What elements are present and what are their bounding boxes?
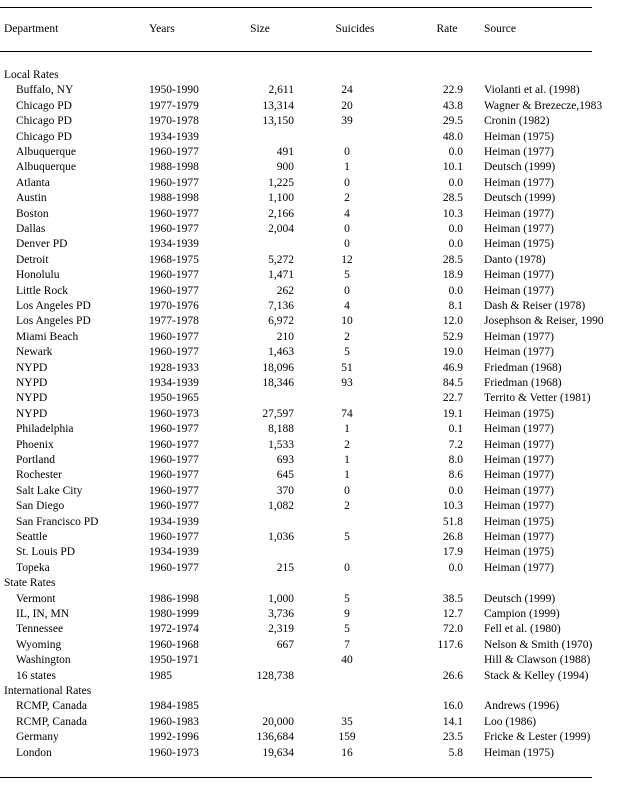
cell-years: 1992-1996 bbox=[149, 731, 199, 744]
cell-department: Philadelphia bbox=[16, 423, 74, 436]
cell-suicides: 1 bbox=[344, 161, 350, 174]
cell-rate: 16.0 bbox=[442, 700, 463, 713]
table-bottom-rule bbox=[0, 777, 592, 778]
table-row bbox=[0, 176, 641, 191]
cell-suicides: 0 bbox=[344, 146, 350, 158]
cell-source: Danto (1978) bbox=[484, 253, 546, 266]
table-row bbox=[0, 622, 641, 637]
table-row bbox=[0, 99, 641, 114]
cell-department: 16 states bbox=[16, 669, 56, 682]
table-row bbox=[0, 284, 641, 299]
cell-suicides: 4 bbox=[344, 300, 350, 312]
cell-source: Deutsch (1999) bbox=[484, 592, 556, 605]
table-row bbox=[0, 607, 641, 622]
cell-size: 128,738 bbox=[256, 669, 294, 682]
cell-source: Wagner & Brezecze,1983 bbox=[484, 99, 603, 112]
cell-suicides: 5 bbox=[344, 592, 350, 605]
cell-source: Heiman (1975) bbox=[484, 546, 554, 559]
cell-rate: 117.6 bbox=[437, 638, 463, 651]
cell-department: Vermont bbox=[16, 592, 56, 605]
cell-size: 1,000 bbox=[268, 592, 294, 605]
cell-department: NYPD bbox=[16, 377, 48, 389]
cell-department: Honolulu bbox=[16, 269, 60, 282]
cell-size: 8,188 bbox=[268, 423, 294, 436]
cell-years: 1960-1977 bbox=[149, 500, 199, 513]
cell-source: Friedman (1968) bbox=[484, 361, 562, 374]
cell-suicides: 1 bbox=[344, 454, 350, 466]
table-row bbox=[0, 114, 641, 129]
cell-years: 1960-1977 bbox=[149, 207, 199, 220]
cell-rate: 8.0 bbox=[448, 454, 463, 466]
table-row bbox=[0, 145, 641, 160]
cell-source: Fricke & Lester (1999) bbox=[484, 731, 591, 744]
cell-suicides: 24 bbox=[341, 84, 353, 97]
cell-years: 1934-1939 bbox=[149, 546, 199, 559]
cell-rate: 10.1 bbox=[442, 161, 463, 174]
cell-department: St. Louis PD bbox=[16, 546, 76, 559]
cell-rate: 51.8 bbox=[442, 515, 463, 528]
cell-rate: 0.1 bbox=[448, 423, 463, 436]
cell-suicides: 0 bbox=[344, 176, 350, 189]
cell-years: 1970-1976 bbox=[149, 300, 199, 312]
cell-department: Chicago PD bbox=[16, 99, 72, 112]
cell-source: Cronin (1982) bbox=[484, 115, 550, 128]
cell-rate: 14.1 bbox=[442, 715, 463, 728]
cell-department: San Francisco PD bbox=[16, 515, 99, 528]
cell-source: Heiman (1977) bbox=[484, 207, 554, 220]
header-suicides: Suicides bbox=[335, 23, 375, 35]
cell-department: Buffalo, NY bbox=[16, 84, 74, 97]
table-row bbox=[0, 669, 641, 684]
cell-years: 1968-1975 bbox=[149, 253, 199, 266]
table-row bbox=[0, 268, 641, 283]
cell-years: 1970-1978 bbox=[149, 115, 199, 128]
cell-rate: 72.0 bbox=[442, 623, 463, 636]
cell-size: 18,346 bbox=[262, 377, 294, 389]
section-heading bbox=[0, 684, 641, 699]
cell-source: Heiman (1975) bbox=[484, 746, 554, 759]
table-row bbox=[0, 592, 641, 607]
cell-suicides: 2 bbox=[344, 438, 350, 451]
cell-size: 1,036 bbox=[268, 531, 294, 543]
cell-suicides: 5 bbox=[344, 623, 350, 636]
cell-size: 215 bbox=[276, 561, 294, 574]
cell-size: 693 bbox=[276, 454, 294, 466]
cell-years: 1960-1968 bbox=[149, 638, 199, 651]
cell-size: 136,684 bbox=[256, 731, 294, 744]
cell-suicides: 1 bbox=[344, 469, 350, 482]
cell-source: Heiman (1977) bbox=[484, 561, 554, 574]
cell-years: 1934-1939 bbox=[149, 130, 199, 143]
cell-suicides: 0 bbox=[344, 284, 350, 297]
table-row bbox=[0, 207, 641, 222]
table-top-rule bbox=[0, 7, 592, 8]
cell-suicides: 9 bbox=[344, 608, 350, 620]
cell-department: Albuquerque bbox=[16, 161, 77, 174]
cell-department: Seattle bbox=[16, 531, 48, 543]
cell-size: 262 bbox=[276, 284, 294, 297]
cell-rate: 43.8 bbox=[442, 99, 463, 112]
cell-size: 18,096 bbox=[262, 361, 294, 374]
cell-rate: 0.0 bbox=[448, 146, 463, 158]
table-row bbox=[0, 468, 641, 483]
cell-rate: 8.1 bbox=[448, 300, 463, 312]
cell-department: Boston bbox=[16, 207, 49, 220]
cell-years: 1960-1977 bbox=[149, 146, 199, 158]
section-title: State Rates bbox=[4, 577, 56, 590]
cell-department: London bbox=[16, 746, 52, 759]
table-row bbox=[0, 191, 641, 206]
cell-department: Dallas bbox=[16, 223, 46, 235]
cell-source: Heiman (1977) bbox=[484, 500, 554, 513]
cell-years: 1934-1939 bbox=[149, 377, 199, 389]
table-row bbox=[0, 376, 641, 391]
cell-years: 1960-1977 bbox=[149, 330, 199, 343]
cell-years: 1988-1998 bbox=[149, 192, 199, 205]
cell-rate: 38.5 bbox=[442, 592, 463, 605]
cell-department: Miami Beach bbox=[16, 330, 79, 343]
cell-department: Wyoming bbox=[16, 638, 62, 651]
cell-years: 1934-1939 bbox=[149, 515, 199, 528]
cell-source: Heiman (1977) bbox=[484, 146, 554, 158]
table-row bbox=[0, 530, 641, 545]
cell-suicides: 10 bbox=[341, 315, 353, 328]
cell-rate: 17.9 bbox=[442, 546, 463, 559]
cell-suicides: 39 bbox=[341, 115, 353, 128]
cell-rate: 0.0 bbox=[448, 284, 463, 297]
cell-years: 1960-1977 bbox=[149, 223, 199, 235]
cell-source: Stack & Kelley (1994) bbox=[484, 669, 589, 682]
cell-suicides: 35 bbox=[341, 715, 353, 728]
cell-size: 13,150 bbox=[262, 115, 294, 128]
table-row bbox=[0, 545, 641, 560]
cell-size: 1,100 bbox=[268, 192, 294, 205]
table-header-row bbox=[0, 22, 641, 37]
cell-size: 6,972 bbox=[268, 315, 294, 328]
cell-suicides: 0 bbox=[344, 561, 350, 574]
cell-size: 5,272 bbox=[268, 253, 294, 266]
cell-years: 1960-1973 bbox=[149, 407, 199, 420]
cell-rate: 0.0 bbox=[448, 561, 463, 574]
table-row bbox=[0, 237, 641, 252]
cell-source: Violanti et al. (1998) bbox=[484, 84, 580, 97]
cell-rate: 12.0 bbox=[442, 315, 463, 328]
cell-suicides: 20 bbox=[341, 99, 353, 112]
cell-rate: 84.5 bbox=[442, 377, 463, 389]
table-row bbox=[0, 653, 641, 668]
cell-years: 1985 bbox=[149, 669, 172, 682]
cell-rate: 23.5 bbox=[442, 731, 463, 744]
cell-size: 1,471 bbox=[268, 269, 294, 282]
cell-source: Loo (1986) bbox=[484, 715, 537, 728]
header-rate: Rate bbox=[436, 23, 458, 35]
cell-size: 20,000 bbox=[262, 715, 294, 728]
table-row bbox=[0, 391, 641, 406]
cell-source: Josephson & Reiser, 1990 bbox=[484, 315, 604, 328]
cell-size: 667 bbox=[276, 638, 294, 651]
cell-department: Detroit bbox=[16, 253, 49, 266]
cell-years: 1960-1977 bbox=[149, 423, 199, 436]
cell-rate: 26.8 bbox=[442, 531, 463, 543]
cell-years: 1960-1977 bbox=[149, 531, 199, 543]
table-header-rule bbox=[0, 51, 592, 52]
cell-years: 1988-1998 bbox=[149, 161, 199, 174]
cell-size: 645 bbox=[276, 469, 294, 482]
cell-source: Deutsch (1999) bbox=[484, 192, 556, 205]
cell-source: Nelson & Smith (1970) bbox=[484, 638, 593, 651]
cell-department: Tennessee bbox=[16, 623, 64, 636]
cell-rate: 52.9 bbox=[442, 330, 463, 343]
cell-years: 1960-1977 bbox=[149, 469, 199, 482]
cell-department: IL, IN, MN bbox=[16, 608, 70, 620]
cell-source: Andrews (1996) bbox=[484, 700, 560, 713]
cell-department: RCMP, Canada bbox=[16, 715, 87, 728]
cell-department: Austin bbox=[16, 192, 47, 205]
table-row bbox=[0, 499, 641, 514]
cell-size: 491 bbox=[276, 146, 294, 158]
cell-size: 2,611 bbox=[268, 84, 294, 97]
cell-department: NYPD bbox=[16, 361, 48, 374]
header-department: Department bbox=[4, 23, 59, 35]
cell-department: Los Angeles PD bbox=[16, 300, 91, 312]
cell-years: 1960-1973 bbox=[149, 746, 199, 759]
cell-department: Washington bbox=[16, 654, 71, 667]
table-row bbox=[0, 730, 641, 745]
cell-suicides: 2 bbox=[344, 500, 350, 513]
table-row bbox=[0, 746, 641, 761]
cell-source: Hill & Clawson (1988) bbox=[484, 654, 591, 667]
cell-years: 1984-1985 bbox=[149, 700, 199, 713]
cell-years: 1960-1977 bbox=[149, 284, 199, 297]
cell-rate: 7.2 bbox=[448, 438, 463, 451]
cell-department: Chicago PD bbox=[16, 115, 72, 128]
cell-years: 1950-1971 bbox=[149, 654, 199, 667]
cell-years: 1960-1983 bbox=[149, 715, 199, 728]
cell-rate: 8.6 bbox=[448, 469, 463, 482]
table-row bbox=[0, 330, 641, 345]
header-source: Source bbox=[484, 23, 516, 35]
cell-source: Heiman (1977) bbox=[484, 423, 554, 436]
cell-department: Los Angeles PD bbox=[16, 315, 91, 328]
table-row bbox=[0, 638, 641, 653]
cell-source: Heiman (1975) bbox=[484, 515, 554, 528]
cell-size: 1,533 bbox=[268, 438, 294, 451]
table-row bbox=[0, 160, 641, 175]
cell-source: Campion (1999) bbox=[484, 608, 560, 620]
cell-rate: 19.1 bbox=[442, 407, 463, 420]
cell-department: Salt Lake City bbox=[16, 484, 83, 497]
cell-size: 1,225 bbox=[268, 176, 294, 189]
cell-department: NYPD bbox=[16, 392, 48, 405]
table-row bbox=[0, 361, 641, 376]
cell-department: Germany bbox=[16, 731, 59, 744]
cell-size: 210 bbox=[276, 330, 294, 343]
cell-source: Heiman (1975) bbox=[484, 407, 554, 420]
cell-years: 1986-1998 bbox=[149, 592, 199, 605]
section-heading bbox=[0, 68, 641, 83]
cell-size: 370 bbox=[276, 484, 294, 497]
table-row bbox=[0, 407, 641, 422]
cell-rate: 0.0 bbox=[448, 223, 463, 235]
cell-size: 900 bbox=[276, 161, 294, 174]
cell-source: Heiman (1977) bbox=[484, 438, 554, 451]
cell-department: Portland bbox=[16, 454, 55, 466]
cell-department: Little Rock bbox=[16, 284, 69, 297]
table-row bbox=[0, 130, 641, 145]
cell-size: 19,634 bbox=[262, 746, 294, 759]
cell-rate: 28.5 bbox=[442, 253, 463, 266]
cell-source: Heiman (1977) bbox=[484, 223, 554, 235]
cell-suicides: 4 bbox=[344, 207, 350, 220]
header-size: Size bbox=[250, 23, 270, 35]
table-row bbox=[0, 484, 641, 499]
cell-suicides: 16 bbox=[341, 746, 353, 759]
cell-rate: 22.7 bbox=[442, 392, 463, 405]
cell-suicides: 51 bbox=[341, 361, 353, 374]
table-row bbox=[0, 699, 641, 714]
cell-suicides: 2 bbox=[344, 330, 350, 343]
cell-source: Heiman (1977) bbox=[484, 284, 554, 297]
cell-department: San Diego bbox=[16, 500, 65, 513]
cell-size: 2,166 bbox=[268, 207, 294, 220]
cell-years: 1928-1933 bbox=[149, 361, 199, 374]
cell-source: Heiman (1977) bbox=[484, 454, 554, 466]
cell-suicides: 93 bbox=[341, 377, 353, 389]
cell-source: Heiman (1977) bbox=[484, 469, 554, 482]
cell-source: Heiman (1977) bbox=[484, 269, 554, 282]
cell-rate: 19.0 bbox=[442, 346, 463, 359]
table-row bbox=[0, 314, 641, 329]
cell-size: 7,136 bbox=[268, 300, 294, 312]
cell-years: 1977-1978 bbox=[149, 315, 199, 328]
cell-suicides: 1 bbox=[344, 423, 350, 436]
cell-rate: 0.0 bbox=[448, 238, 463, 251]
cell-suicides: 74 bbox=[341, 407, 353, 420]
cell-years: 1977-1979 bbox=[149, 99, 199, 112]
cell-department: Albuquerque bbox=[16, 146, 77, 158]
table-row bbox=[0, 299, 641, 314]
table-row bbox=[0, 715, 641, 730]
cell-rate: 26.6 bbox=[442, 669, 463, 682]
cell-source: Heiman (1975) bbox=[484, 238, 554, 251]
cell-years: 1950-1965 bbox=[149, 392, 199, 405]
cell-suicides: 12 bbox=[341, 253, 353, 266]
table-row bbox=[0, 83, 641, 98]
cell-source: Heiman (1977) bbox=[484, 531, 554, 543]
cell-department: Phoenix bbox=[16, 438, 54, 451]
table-row bbox=[0, 561, 641, 576]
cell-rate: 0.0 bbox=[448, 484, 463, 497]
cell-rate: 18.9 bbox=[442, 269, 463, 282]
cell-source: Dash & Reiser (1978) bbox=[484, 300, 586, 312]
cell-suicides: 7 bbox=[344, 638, 350, 651]
cell-suicides: 159 bbox=[338, 731, 356, 744]
table-row bbox=[0, 222, 641, 237]
cell-department: Rochester bbox=[16, 469, 62, 482]
cell-rate: 12.7 bbox=[442, 608, 463, 620]
cell-source: Territo & Vetter (1981) bbox=[484, 392, 591, 405]
section-heading bbox=[0, 576, 641, 591]
table-row bbox=[0, 253, 641, 268]
cell-suicides: 0 bbox=[344, 484, 350, 497]
cell-suicides: 5 bbox=[344, 269, 350, 282]
cell-size: 2,319 bbox=[268, 623, 294, 636]
cell-years: 1960-1977 bbox=[149, 438, 199, 451]
cell-size: 1,463 bbox=[268, 346, 294, 359]
cell-source: Friedman (1968) bbox=[484, 377, 562, 389]
cell-department: Newark bbox=[16, 346, 53, 359]
section-title: International Rates bbox=[4, 685, 92, 697]
cell-department: Topeka bbox=[16, 561, 50, 574]
cell-source: Heiman (1977) bbox=[484, 330, 554, 343]
cell-source: Heiman (1977) bbox=[484, 346, 554, 359]
cell-suicides: 0 bbox=[344, 223, 350, 235]
cell-rate: 28.5 bbox=[442, 192, 463, 205]
cell-years: 1960-1977 bbox=[149, 176, 199, 189]
cell-years: 1980-1999 bbox=[149, 608, 199, 620]
cell-years: 1960-1977 bbox=[149, 269, 199, 282]
cell-years: 1960-1977 bbox=[149, 346, 199, 359]
cell-size: 3,736 bbox=[268, 608, 294, 620]
cell-source: Fell et al. (1980) bbox=[484, 623, 561, 636]
cell-suicides: 5 bbox=[344, 346, 350, 359]
cell-years: 1960-1977 bbox=[149, 454, 199, 466]
cell-source: Heiman (1977) bbox=[484, 176, 554, 189]
cell-department: Denver PD bbox=[16, 238, 68, 251]
cell-years: 1972-1974 bbox=[149, 623, 199, 636]
cell-rate: 5.8 bbox=[448, 746, 463, 759]
cell-years: 1934-1939 bbox=[149, 238, 199, 251]
table-row bbox=[0, 345, 641, 360]
cell-years: 1950-1990 bbox=[149, 84, 199, 97]
header-years: Years bbox=[149, 23, 175, 35]
cell-source: Heiman (1977) bbox=[484, 484, 554, 497]
cell-size: 1,082 bbox=[268, 500, 294, 513]
cell-size: 13,314 bbox=[262, 99, 294, 112]
cell-source: Deutsch (1999) bbox=[484, 161, 556, 174]
cell-rate: 46.9 bbox=[442, 361, 463, 374]
cell-years: 1960-1977 bbox=[149, 561, 199, 574]
cell-suicides: 40 bbox=[341, 654, 353, 667]
cell-suicides: 0 bbox=[344, 238, 350, 251]
cell-rate: 48.0 bbox=[442, 130, 463, 143]
section-title: Local Rates bbox=[4, 69, 59, 81]
cell-department: RCMP, Canada bbox=[16, 700, 87, 713]
cell-size: 27,597 bbox=[262, 407, 294, 420]
table-row bbox=[0, 438, 641, 453]
cell-rate: 0.0 bbox=[448, 176, 463, 189]
cell-rate: 22.9 bbox=[442, 84, 463, 97]
cell-source: Heiman (1975) bbox=[484, 130, 554, 143]
cell-rate: 29.5 bbox=[442, 115, 463, 128]
cell-department: Atlanta bbox=[16, 176, 50, 189]
cell-department: Chicago PD bbox=[16, 130, 72, 143]
table-row bbox=[0, 453, 641, 468]
cell-suicides: 2 bbox=[344, 192, 350, 205]
cell-size: 2,004 bbox=[268, 223, 294, 235]
table-row bbox=[0, 515, 641, 530]
cell-rate: 10.3 bbox=[442, 207, 463, 220]
table-row bbox=[0, 422, 641, 437]
cell-years: 1960-1977 bbox=[149, 484, 199, 497]
cell-department: NYPD bbox=[16, 407, 48, 420]
cell-rate: 10.3 bbox=[442, 500, 463, 513]
cell-suicides: 5 bbox=[344, 531, 350, 543]
